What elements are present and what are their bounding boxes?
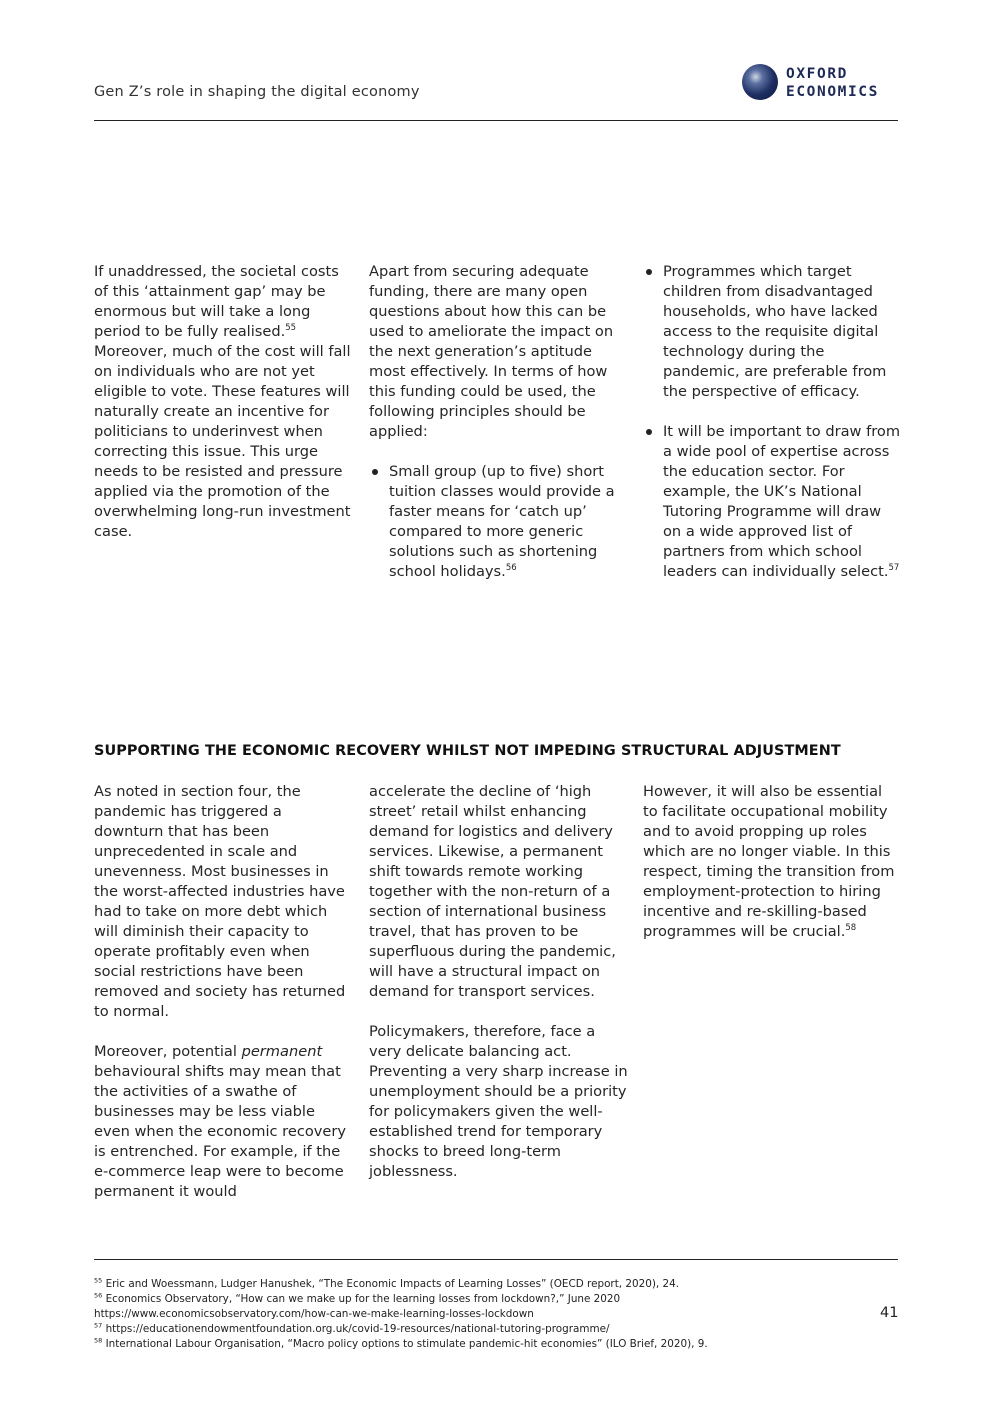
oxford-economics-logo bbox=[742, 64, 902, 102]
bullet-disadvantaged-programmes: Programmes which target children from disadvantaged households, who have lacked access to the requisite digital technology during the pandemic, are preferable from the perspective of efficacy. bbox=[643, 262, 901, 402]
section-column-1 bbox=[94, 782, 352, 1202]
top-column-2 bbox=[369, 262, 629, 582]
footnote-ref-57: 57 bbox=[888, 563, 900, 574]
paragraph-downturn: As noted in section four, the pandemic has triggered a downturn that has been unprecedented in scale and unevenness. Most businesses in the worst-affected industries have had to take on more debt which will diminish their capacity to operate profitably even when social restrictions have been removed and society has returned to normal. bbox=[94, 783, 346, 1020]
bullet-wide-pool-expertise: It will be important to draw from a wide pool of expertise across the education sector. For example, the UK’s National Tutoring Programme will draw on a wide approved list of partners from which school leaders can individually select.$^{57}$ bbox=[643, 422, 901, 582]
footnote-56: $^{56}$ Economics Observatory, “How can we make up for the learning losses from lockdown?,” June 2020 bbox=[94, 1291, 621, 1305]
paragraph-behavioural-shifts: Moreover, potential permanent behavioural shifts may mean that the activities of a swathe of businesses may be less viable even when the economic recovery is entrenched. For example, if the e-commerce leap were to become permanent it would bbox=[94, 1043, 347, 1200]
paragraph-retail-decline: accelerate the decline of ‘high street’ retail whilst enhancing demand for logistics and delivery services. Likewise, a permanent shift towards remote working together with the non-return of a section of international business travel, that has proven to be superfluous during the pandemic, will have a structural impact on demand for transport services. bbox=[369, 783, 616, 1000]
footnote-ref-55: 55 bbox=[285, 323, 297, 334]
footnote-divider bbox=[94, 1259, 898, 1260]
section-column-3 bbox=[643, 782, 901, 942]
footnotes bbox=[94, 1277, 854, 1352]
section-heading: SUPPORTING THE ECONOMIC RECOVERY WHILST NOT IMPEDING STRUCTURAL ADJUSTMENT bbox=[94, 743, 841, 759]
top-column-3 bbox=[643, 262, 901, 582]
globe-logo-icon bbox=[742, 64, 778, 100]
logo-word-oxford: OXFORD bbox=[786, 66, 848, 82]
footnote-ref-58: 58 bbox=[845, 923, 857, 934]
footnote-57[interactable]: $^{57}$ https://educationendowmentfoundation.org.uk/covid-19-resources/national-tutoring-programme/ bbox=[94, 1321, 610, 1335]
paragraph-balancing-act: Policymakers, therefore, face a very delicate balancing act. Preventing a very sharp increase in unemployment should be a priority for policymakers given the well-established trend for temporary shocks to breed long-term joblessness. bbox=[369, 1023, 628, 1180]
paragraph-attainment-gap: If unaddressed, the societal costs of this ‘attainment gap’ may be enormous but will take a long period to be fully realised.$^{55}$ Moreover, much of the cost will fall on individuals who are not yet eligible to vote. These features will naturally create an incentive for politicians to underinvest when correcting this issue. This urge needs to be resisted and pressure applied via the promotion of the overwhelming long-run investment case. bbox=[94, 263, 351, 540]
top-column-1 bbox=[94, 262, 352, 542]
bullet-dot-icon bbox=[646, 269, 652, 275]
footnote-56-url[interactable]: https://www.economicsobservatory.com/how-can-we-make-learning-losses-lockdown bbox=[94, 1308, 534, 1320]
bullet-dot-icon bbox=[372, 469, 378, 475]
bullet-small-group-tuition: Small group (up to five) short tuition classes would provide a faster means for ‘catch up’ compared to more generic solutions such as shortening school holidays.$^{56}$ bbox=[369, 462, 629, 582]
logo-word-economics: ECONOMICS bbox=[786, 84, 879, 100]
paragraph-funding-principles: Apart from securing adequate funding, there are many open questions about how this can be used to ameliorate the impact on the next generation’s aptitude most effectively. In terms of how this funding could be used, the following principles should be applied: bbox=[369, 263, 614, 440]
footnote-55: $^{55}$ Eric and Woessmann, Ludger Hanushek, “The Economic Impacts of Learning Losses” (OECD report, 2020), 24. bbox=[94, 1276, 680, 1290]
page-number: 41 bbox=[880, 1305, 899, 1321]
footnote-ref-56: 56 bbox=[505, 563, 517, 574]
paragraph-occupational-mobility: However, it will also be essential to facilitate occupational mobility and to avoid propping up roles which are no longer viable. In this respect, timing the transition from employment-protection to hiring incentive and re-skilling-based programmes will be crucial.$^{58}$ bbox=[643, 783, 895, 940]
bullet-dot-icon bbox=[646, 429, 652, 435]
footnote-58: $^{58}$ International Labour Organisation, “Macro policy options to stimulate pandemic-hit economies” (ILO Brief, 2020), 9. bbox=[94, 1336, 708, 1350]
running-header-title: Gen Z’s role in shaping the digital economy bbox=[94, 84, 420, 100]
section-column-2 bbox=[369, 782, 629, 1182]
header-divider bbox=[94, 120, 898, 121]
